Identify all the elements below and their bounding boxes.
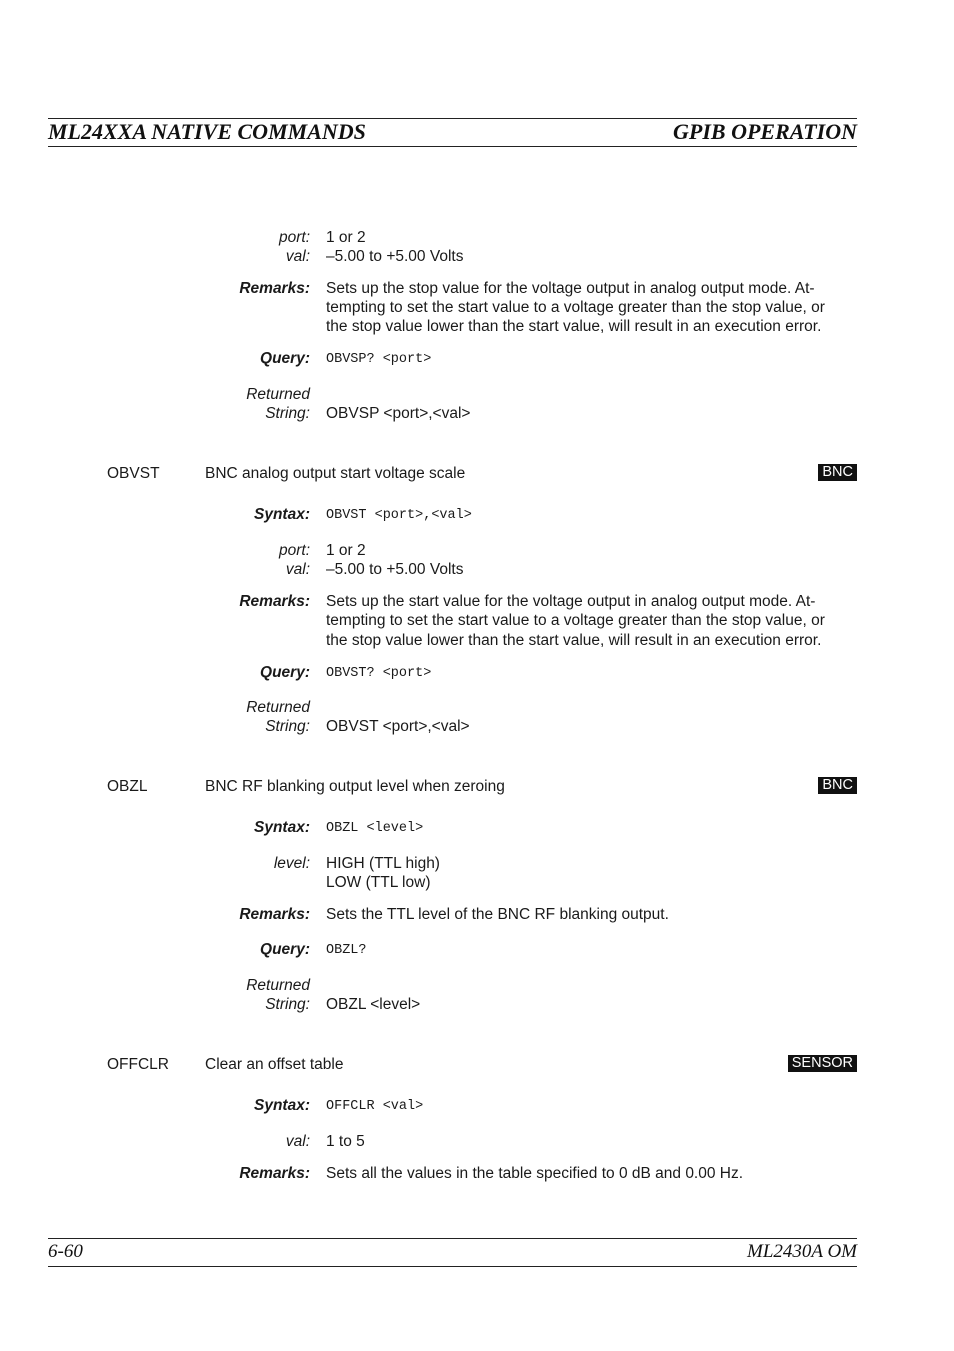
syntax-label: Syntax: [254, 819, 310, 836]
query-label: Query: [260, 350, 310, 367]
val-value: –5.00 to +5.00 Volts [326, 248, 464, 265]
remarks-label: Remarks: [239, 593, 310, 610]
command-description: BNC analog output start voltage scale [205, 465, 466, 482]
level-value: LOW (TTL low) [326, 874, 431, 891]
header-chapter-title: GPIB OPERATION [673, 119, 857, 144]
syntax-label: Syntax: [254, 506, 310, 523]
query-label: Query: [260, 664, 310, 681]
command-description: BNC RF blanking output level when zeroing [205, 778, 505, 795]
returned-label: Returned [246, 977, 310, 994]
query-label: Query: [260, 941, 310, 958]
query-value: OBZL? [326, 943, 367, 958]
level-label: level: [273, 855, 310, 872]
header-bottom-rule [48, 146, 857, 147]
port-label: port: [278, 229, 310, 246]
category-badge: BNC [818, 777, 857, 794]
remarks-text: Sets all the values in the table specified to 0 dB and 0.00 Hz. [326, 1165, 744, 1182]
remarks-line: the stop value lower than the start value, will result in an execution error. [326, 632, 822, 649]
string-label: String: [265, 996, 310, 1013]
header-section-title: ML24XXA NATIVE COMMANDS [48, 119, 366, 144]
returned-label: Returned [246, 386, 310, 403]
returned-label: Returned [246, 699, 310, 716]
remarks-text: Sets the TTL level of the BNC RF blanking output. [326, 906, 669, 923]
val-value: –5.00 to +5.00 Volts [326, 561, 464, 578]
level-value: HIGH (TTL high) [326, 855, 440, 872]
port-value: 1 or 2 [326, 229, 366, 246]
query-value: OBVST? <port> [326, 666, 432, 681]
val-label: val: [285, 561, 310, 578]
command-name: OBVST [107, 465, 160, 482]
command-name: OBZL [107, 778, 148, 795]
manual-title: ML2430A OM [747, 1241, 857, 1262]
remarks-line: tempting to set the start value to a voltage greater than the stop value, or [326, 612, 825, 629]
port-label: port: [278, 542, 310, 559]
remarks-line: Sets up the stop value for the voltage output in analog output mode. At- [326, 280, 815, 297]
port-value: 1 or 2 [326, 542, 366, 559]
footer-bottom-rule [48, 1266, 857, 1267]
command-name: OFFCLR [107, 1056, 169, 1073]
remarks-label: Remarks: [239, 906, 310, 923]
returned-value: OBVST <port>,<val> [326, 718, 470, 735]
remarks-line: tempting to set the start value to a voltage greater than the stop value, or [326, 299, 825, 316]
syntax-label: Syntax: [254, 1097, 310, 1114]
remarks-line: Sets up the start value for the voltage output in analog output mode. At- [326, 593, 816, 610]
val-value: 1 to 5 [326, 1133, 365, 1150]
val-label: val: [285, 248, 310, 265]
query-value: OBVSP? <port> [326, 352, 432, 367]
footer-top-rule [48, 1238, 857, 1239]
remarks-line: the stop value lower than the start value, will result in an execution error. [326, 318, 822, 335]
string-label: String: [265, 405, 310, 422]
syntax-value: OFFCLR <val> [326, 1099, 424, 1114]
remarks-label: Remarks: [239, 1165, 310, 1182]
category-badge: SENSOR [788, 1055, 857, 1072]
page-number: 6-60 [48, 1241, 83, 1262]
syntax-value: OBZL <level> [326, 821, 424, 836]
command-description: Clear an offset table [205, 1056, 344, 1073]
syntax-value: OBVST <port>,<val> [326, 508, 472, 523]
returned-value: OBZL <level> [326, 996, 421, 1013]
remarks-label: Remarks: [239, 280, 310, 297]
string-label: String: [265, 718, 310, 735]
val-label: val: [285, 1133, 310, 1150]
returned-value: OBVSP <port>,<val> [326, 405, 471, 422]
category-badge: BNC [818, 464, 857, 481]
